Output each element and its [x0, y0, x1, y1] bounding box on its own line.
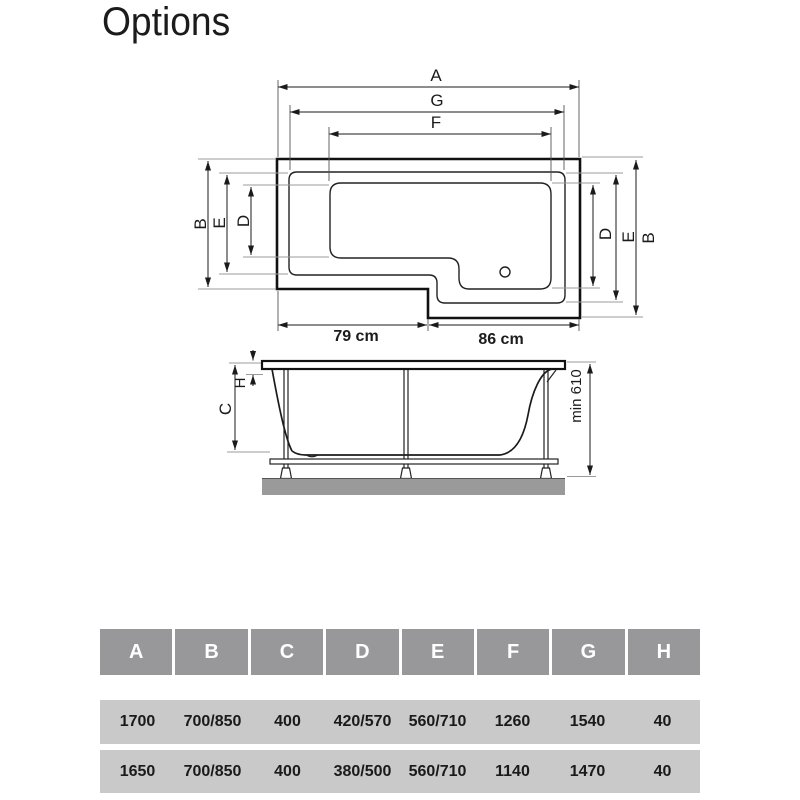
- dim-label-B-right: B: [639, 232, 658, 244]
- dim-label-B-left: B: [191, 218, 210, 230]
- table-row: [100, 700, 700, 744]
- page-title: Options: [102, 0, 231, 44]
- cell-value: 1260: [494, 713, 531, 730]
- cell-value: 560/710: [408, 713, 467, 730]
- cell-value: 700/850: [183, 762, 242, 780]
- top-view-drawing: [191, 66, 658, 348]
- dim-label-A: A: [430, 66, 442, 85]
- col-header-f: F: [477, 629, 549, 675]
- col-header-b: B: [175, 629, 247, 675]
- col-header-c: C: [251, 629, 323, 675]
- dim-label-E-right: E: [619, 231, 638, 243]
- cell-value: 1650: [119, 762, 156, 780]
- drain-icon: [500, 267, 510, 277]
- frame-foot: [541, 468, 552, 479]
- col-header-e: E: [402, 629, 474, 675]
- cell-value: 400: [274, 713, 301, 730]
- frame-bottom-rail: [270, 459, 558, 464]
- col-header-g: G: [552, 629, 624, 675]
- dim-label-79cm: 79 cm: [333, 328, 379, 345]
- dim-label-C: C: [216, 402, 235, 416]
- dim-label-F: F: [430, 113, 442, 132]
- dim-label-G: G: [430, 91, 444, 110]
- cell-value: 1470: [569, 762, 606, 780]
- cell-value: 1700: [119, 713, 156, 730]
- tub-bottom: [292, 451, 500, 455]
- cell-value: 700/850: [183, 713, 242, 730]
- cell-value: 560/710: [408, 762, 467, 780]
- cell-value: 420/570: [333, 713, 392, 730]
- dim-label-86cm: 86 cm: [478, 331, 524, 348]
- col-header-a: A: [100, 629, 172, 675]
- cell-value: 400: [274, 762, 301, 780]
- spec-table: [100, 629, 700, 793]
- tub-left-wall: [272, 369, 292, 451]
- dim-label-min610: min 610: [568, 369, 585, 423]
- cell-value: 40: [653, 713, 672, 730]
- cell-value: 40: [653, 762, 672, 780]
- table-row: [100, 750, 700, 793]
- dim-label-D-left: D: [234, 214, 253, 228]
- ground-strip: [262, 479, 565, 496]
- dim-label-E-left: E: [210, 217, 229, 229]
- dim-label-D-right: D: [596, 227, 615, 241]
- frame-foot: [401, 468, 412, 479]
- tub-rim-slab: [262, 361, 565, 369]
- frame-foot: [281, 468, 292, 479]
- spec-table-header-row: [100, 629, 700, 675]
- side-view-drawing: [216, 350, 596, 495]
- cell-value: 380/500: [333, 762, 392, 780]
- dim-label-H: H: [232, 377, 249, 389]
- cell-value: 1140: [495, 762, 530, 780]
- col-header-h: H: [628, 629, 700, 675]
- cell-value: 1540: [569, 713, 606, 730]
- col-header-d: D: [326, 629, 398, 675]
